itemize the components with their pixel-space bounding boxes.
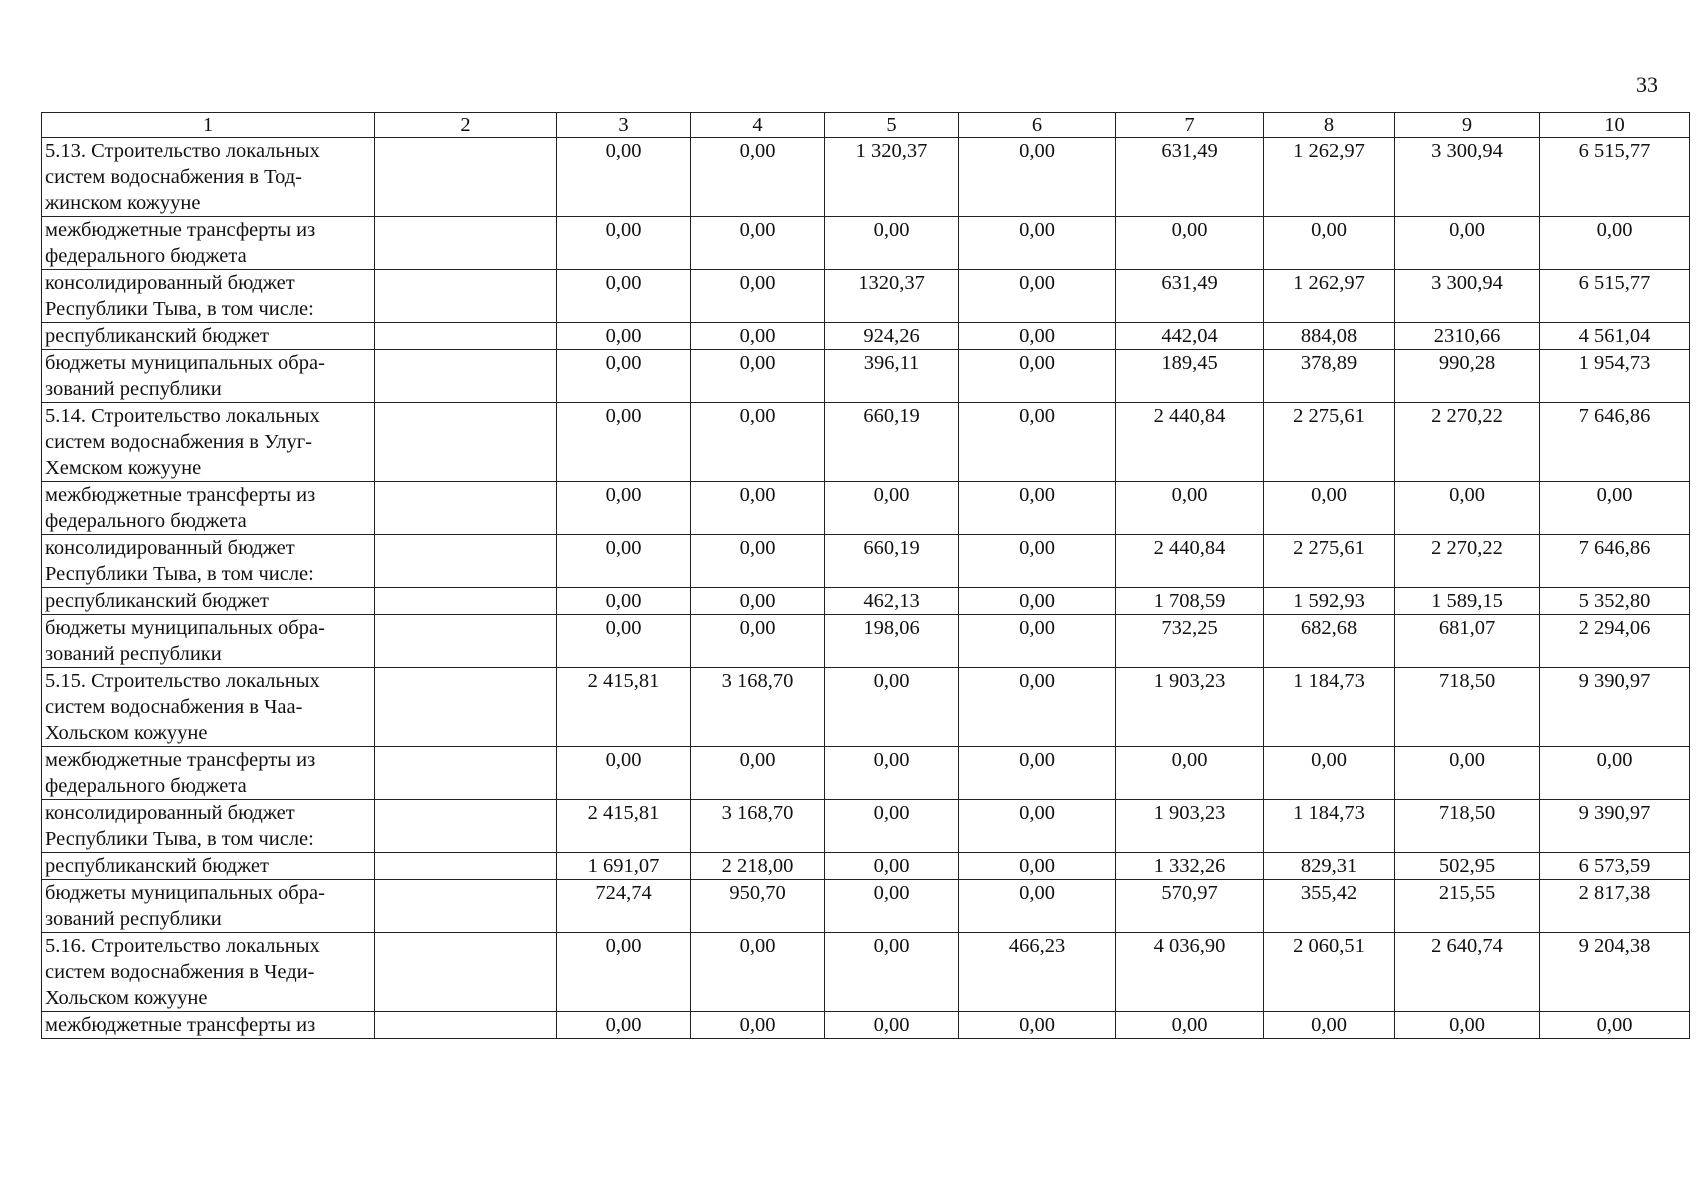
value-cell: 0,00 xyxy=(959,535,1116,588)
value-cell: 0,00 xyxy=(959,880,1116,933)
value-cell: 0,00 xyxy=(825,747,959,800)
value-cell: 2 294,06 xyxy=(1540,615,1690,668)
value-cell: 990,28 xyxy=(1395,350,1540,403)
value-cell: 7 646,86 xyxy=(1540,403,1690,482)
column-header: 2 xyxy=(375,113,557,138)
value-cell: 724,74 xyxy=(557,880,691,933)
table-row xyxy=(42,403,1690,482)
value-cell: 0,00 xyxy=(557,217,691,270)
value-cell: 0,00 xyxy=(1540,747,1690,800)
column-header: 4 xyxy=(691,113,825,138)
value-cell: 0,00 xyxy=(1264,217,1395,270)
value-cell: 950,70 xyxy=(691,880,825,933)
empty-cell xyxy=(375,350,557,403)
value-cell: 0,00 xyxy=(557,482,691,535)
row-label: 5.16. Строительство локальных систем водоснабжения в Чеди- Хольском кожууне xyxy=(42,933,375,1012)
value-cell: 1 262,97 xyxy=(1264,270,1395,323)
value-cell: 0,00 xyxy=(825,1012,959,1039)
value-cell: 7 646,86 xyxy=(1540,535,1690,588)
value-cell: 462,13 xyxy=(825,588,959,615)
empty-cell xyxy=(375,270,557,323)
value-cell: 0,00 xyxy=(557,535,691,588)
value-cell: 2 440,84 xyxy=(1116,403,1264,482)
column-header: 8 xyxy=(1264,113,1395,138)
value-cell: 660,19 xyxy=(825,403,959,482)
value-cell: 0,00 xyxy=(1116,747,1264,800)
value-cell: 1 184,73 xyxy=(1264,668,1395,747)
value-cell: 2 640,74 xyxy=(1395,933,1540,1012)
value-cell: 4 561,04 xyxy=(1540,323,1690,350)
value-cell: 0,00 xyxy=(1395,482,1540,535)
value-cell: 9 204,38 xyxy=(1540,933,1690,1012)
value-cell: 0,00 xyxy=(825,668,959,747)
value-cell: 0,00 xyxy=(959,270,1116,323)
value-cell: 2 275,61 xyxy=(1264,535,1395,588)
value-cell: 3 300,94 xyxy=(1395,270,1540,323)
table-row xyxy=(42,482,1690,535)
table-row xyxy=(42,800,1690,853)
value-cell: 829,31 xyxy=(1264,853,1395,880)
value-cell: 2 270,22 xyxy=(1395,403,1540,482)
budget-table xyxy=(41,112,1690,1039)
value-cell: 0,00 xyxy=(1116,217,1264,270)
value-cell: 0,00 xyxy=(825,217,959,270)
value-cell: 9 390,97 xyxy=(1540,800,1690,853)
row-label: консолидированный бюджет Республики Тыва, в том числе: xyxy=(42,800,375,853)
row-label: межбюджетные трансферты из федерального бюджета xyxy=(42,217,375,270)
value-cell: 732,25 xyxy=(1116,615,1264,668)
value-cell: 660,19 xyxy=(825,535,959,588)
value-cell: 0,00 xyxy=(959,853,1116,880)
value-cell: 0,00 xyxy=(691,615,825,668)
value-cell: 0,00 xyxy=(959,668,1116,747)
column-header: 7 xyxy=(1116,113,1264,138)
value-cell: 0,00 xyxy=(959,217,1116,270)
value-cell: 0,00 xyxy=(691,535,825,588)
empty-cell xyxy=(375,668,557,747)
value-cell: 884,08 xyxy=(1264,323,1395,350)
value-cell: 0,00 xyxy=(691,933,825,1012)
table-row xyxy=(42,933,1690,1012)
value-cell: 3 168,70 xyxy=(691,800,825,853)
empty-cell xyxy=(375,933,557,1012)
table-row xyxy=(42,535,1690,588)
value-cell: 0,00 xyxy=(1264,482,1395,535)
value-cell: 442,04 xyxy=(1116,323,1264,350)
row-label: межбюджетные трансферты из федерального бюджета xyxy=(42,747,375,800)
value-cell: 0,00 xyxy=(691,270,825,323)
empty-cell xyxy=(375,323,557,350)
value-cell: 6 515,77 xyxy=(1540,138,1690,217)
value-cell: 2 060,51 xyxy=(1264,933,1395,1012)
table-row xyxy=(42,747,1690,800)
value-cell: 924,26 xyxy=(825,323,959,350)
value-cell: 0,00 xyxy=(557,933,691,1012)
value-cell: 0,00 xyxy=(959,403,1116,482)
value-cell: 5 352,80 xyxy=(1540,588,1690,615)
value-cell: 0,00 xyxy=(557,1012,691,1039)
empty-cell xyxy=(375,482,557,535)
value-cell: 3 300,94 xyxy=(1395,138,1540,217)
table-row xyxy=(42,138,1690,217)
value-cell: 0,00 xyxy=(1116,482,1264,535)
value-cell: 0,00 xyxy=(691,403,825,482)
row-label: межбюджетные трансферты из федерального бюджета xyxy=(42,482,375,535)
row-label: республиканский бюджет xyxy=(42,588,375,615)
value-cell: 0,00 xyxy=(1395,1012,1540,1039)
page-number: 33 xyxy=(1636,72,1658,97)
value-cell: 0,00 xyxy=(691,217,825,270)
table-row xyxy=(42,323,1690,350)
value-cell: 1 903,23 xyxy=(1116,668,1264,747)
value-cell: 0,00 xyxy=(691,482,825,535)
value-cell: 215,55 xyxy=(1395,880,1540,933)
value-cell: 1 903,23 xyxy=(1116,800,1264,853)
value-cell: 0,00 xyxy=(959,615,1116,668)
value-cell: 0,00 xyxy=(691,747,825,800)
table-row xyxy=(42,270,1690,323)
column-header: 6 xyxy=(959,113,1116,138)
value-cell: 2 275,61 xyxy=(1264,403,1395,482)
empty-cell xyxy=(375,217,557,270)
value-cell: 396,11 xyxy=(825,350,959,403)
value-cell: 355,42 xyxy=(1264,880,1395,933)
value-cell: 0,00 xyxy=(557,138,691,217)
table-row xyxy=(42,668,1690,747)
row-label: консолидированный бюджет Республики Тыва, в том числе: xyxy=(42,535,375,588)
value-cell: 2 415,81 xyxy=(557,800,691,853)
table-row xyxy=(42,350,1690,403)
value-cell: 0,00 xyxy=(557,350,691,403)
value-cell: 1 691,07 xyxy=(557,853,691,880)
value-cell: 1 592,93 xyxy=(1264,588,1395,615)
value-cell: 0,00 xyxy=(1116,1012,1264,1039)
value-cell: 6 573,59 xyxy=(1540,853,1690,880)
value-cell: 0,00 xyxy=(1264,747,1395,800)
value-cell: 0,00 xyxy=(1264,1012,1395,1039)
table-row xyxy=(42,615,1690,668)
row-label: межбюджетные трансферты из xyxy=(42,1012,375,1039)
header-row xyxy=(42,113,1690,138)
column-header: 1 xyxy=(42,113,375,138)
value-cell: 0,00 xyxy=(691,323,825,350)
value-cell: 0,00 xyxy=(959,350,1116,403)
column-header: 9 xyxy=(1395,113,1540,138)
value-cell: 0,00 xyxy=(825,853,959,880)
empty-cell xyxy=(375,853,557,880)
value-cell: 0,00 xyxy=(959,800,1116,853)
row-label: республиканский бюджет xyxy=(42,323,375,350)
value-cell: 198,06 xyxy=(825,615,959,668)
value-cell: 0,00 xyxy=(557,403,691,482)
value-cell: 0,00 xyxy=(557,588,691,615)
value-cell: 1 332,26 xyxy=(1116,853,1264,880)
value-cell: 0,00 xyxy=(825,482,959,535)
empty-cell xyxy=(375,138,557,217)
value-cell: 0,00 xyxy=(959,1012,1116,1039)
value-cell: 718,50 xyxy=(1395,668,1540,747)
row-label: 5.14. Строительство локальных систем водоснабжения в Улуг- Хемском кожууне xyxy=(42,403,375,482)
empty-cell xyxy=(375,800,557,853)
column-header: 10 xyxy=(1540,113,1690,138)
value-cell: 1 708,59 xyxy=(1116,588,1264,615)
value-cell: 0,00 xyxy=(1395,747,1540,800)
value-cell: 0,00 xyxy=(825,880,959,933)
column-header: 3 xyxy=(557,113,691,138)
value-cell: 2 415,81 xyxy=(557,668,691,747)
value-cell: 502,95 xyxy=(1395,853,1540,880)
table-row xyxy=(42,588,1690,615)
value-cell: 0,00 xyxy=(557,323,691,350)
row-label: бюджеты муниципальных обра- зований республики xyxy=(42,880,375,933)
column-header: 5 xyxy=(825,113,959,138)
value-cell: 4 036,90 xyxy=(1116,933,1264,1012)
value-cell: 0,00 xyxy=(557,270,691,323)
value-cell: 2310,66 xyxy=(1395,323,1540,350)
table-body xyxy=(42,138,1690,1039)
value-cell: 0,00 xyxy=(959,747,1116,800)
value-cell: 378,89 xyxy=(1264,350,1395,403)
row-label: 5.13. Строительство локальных систем водоснабжения в Тод- жинском кожууне xyxy=(42,138,375,217)
value-cell: 570,97 xyxy=(1116,880,1264,933)
empty-cell xyxy=(375,747,557,800)
value-cell: 1 954,73 xyxy=(1540,350,1690,403)
value-cell: 466,23 xyxy=(959,933,1116,1012)
value-cell: 0,00 xyxy=(825,933,959,1012)
value-cell: 2 817,38 xyxy=(1540,880,1690,933)
empty-cell xyxy=(375,615,557,668)
value-cell: 0,00 xyxy=(1540,482,1690,535)
value-cell: 681,07 xyxy=(1395,615,1540,668)
table-row xyxy=(42,880,1690,933)
empty-cell xyxy=(375,535,557,588)
value-cell: 1 320,37 xyxy=(825,138,959,217)
value-cell: 2 440,84 xyxy=(1116,535,1264,588)
empty-cell xyxy=(375,880,557,933)
value-cell: 0,00 xyxy=(557,615,691,668)
empty-cell xyxy=(375,403,557,482)
value-cell: 0,00 xyxy=(1395,217,1540,270)
value-cell: 718,50 xyxy=(1395,800,1540,853)
row-label: 5.15. Строительство локальных систем водоснабжения в Чаа- Хольском кожууне xyxy=(42,668,375,747)
row-label: бюджеты муниципальных обра- зований республики xyxy=(42,350,375,403)
row-label: консолидированный бюджет Республики Тыва, в том числе: xyxy=(42,270,375,323)
table-row xyxy=(42,1012,1690,1039)
value-cell: 0,00 xyxy=(691,588,825,615)
row-label: бюджеты муниципальных обра- зований республики xyxy=(42,615,375,668)
value-cell: 0,00 xyxy=(825,800,959,853)
value-cell: 682,68 xyxy=(1264,615,1395,668)
value-cell: 0,00 xyxy=(959,323,1116,350)
value-cell: 1 589,15 xyxy=(1395,588,1540,615)
value-cell: 2 270,22 xyxy=(1395,535,1540,588)
value-cell: 0,00 xyxy=(1540,217,1690,270)
empty-cell xyxy=(375,588,557,615)
value-cell: 1 262,97 xyxy=(1264,138,1395,217)
value-cell: 631,49 xyxy=(1116,138,1264,217)
value-cell: 1320,37 xyxy=(825,270,959,323)
value-cell: 0,00 xyxy=(691,350,825,403)
value-cell: 2 218,00 xyxy=(691,853,825,880)
table-row xyxy=(42,217,1690,270)
value-cell: 0,00 xyxy=(557,747,691,800)
value-cell: 6 515,77 xyxy=(1540,270,1690,323)
value-cell: 3 168,70 xyxy=(691,668,825,747)
value-cell: 631,49 xyxy=(1116,270,1264,323)
empty-cell xyxy=(375,1012,557,1039)
table-row xyxy=(42,853,1690,880)
value-cell: 0,00 xyxy=(959,588,1116,615)
value-cell: 0,00 xyxy=(691,1012,825,1039)
value-cell: 0,00 xyxy=(691,138,825,217)
value-cell: 0,00 xyxy=(1540,1012,1690,1039)
value-cell: 1 184,73 xyxy=(1264,800,1395,853)
row-label: республиканский бюджет xyxy=(42,853,375,880)
value-cell: 189,45 xyxy=(1116,350,1264,403)
value-cell: 0,00 xyxy=(959,138,1116,217)
value-cell: 0,00 xyxy=(959,482,1116,535)
value-cell: 9 390,97 xyxy=(1540,668,1690,747)
